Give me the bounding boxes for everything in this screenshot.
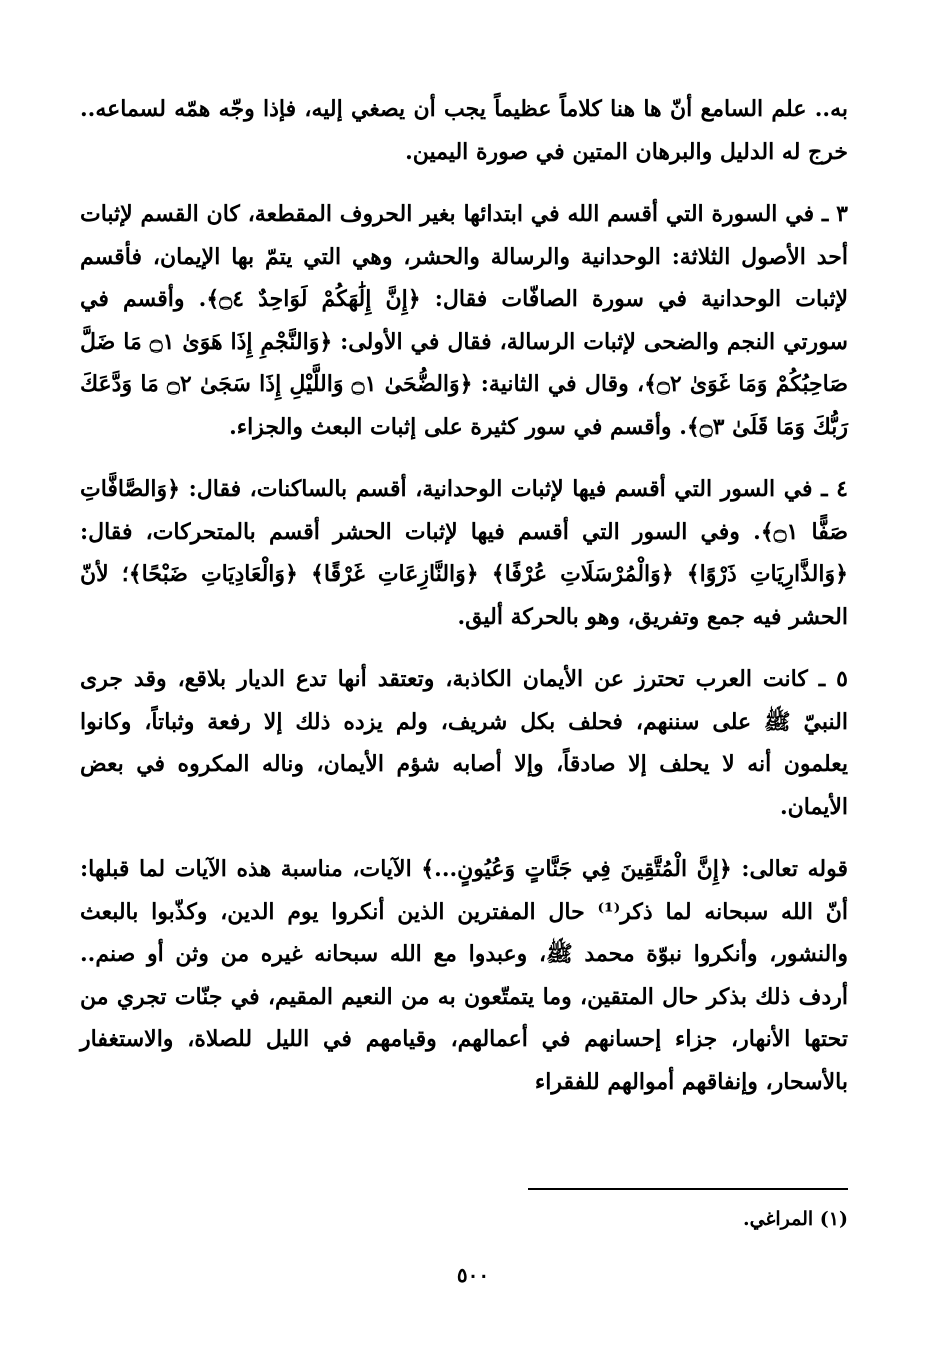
paragraph-verse-commentary: قوله تعالى: ﴿إِنَّ الْمُتَّقِينَ فِي جَنَّاتٍ وَعُيُونٍ...﴾ الآيات، مناسبة هذه الآيات لما قبلها: أنّ الله سبحانه لما ذكر⁽¹⁾ حال المفترين الذين أنكروا يوم الدين، وكذّبوا بالبعث والنشور، وأنكروا نبوّة محمد ﷺ، وعبدوا مع الله سبحانه غيره من وثن أو صنم.. أردف ذلك بذكر حال المتقين، وما يتمتّعون به من النعيم المقيم، في جنّات تجري من تحتها الأنهار، جزاء إحسانهم في أعمالهم، وقيامهم في الليل للصلاة، والاستغفار بالأسحار، وإنفاقهم أموالهم للفقراء [80,856,848,1095]
page-body [80,88,848,1123]
footnote: (١) المراغي. [742,1208,848,1230]
paragraph-point-3: ٣ ـ في السورة التي أقسم الله في ابتدائها بغير الحروف المقطعة، كان القسم لإثبات أحد الأصول الثلاثة: الوحدانية والرسالة والحشر، وهي التي يتمّ بها الإيمان، فأقسم لإثبات الوحدانية في سورة الصافّات فقال: ﴿إِنَّ إِلَٰهَكُمْ لَوَاحِدٌ ۝٤﴾. وأقسم في سورتي النجم والضحى لإثبات الرسالة، فقال في الأولى: ﴿وَالنَّجْمِ إِذَا هَوَىٰ ۝١ مَا ضَلَّ صَاحِبُكُمْ وَمَا غَوَىٰ ۝٢﴾، وقال في الثانية: ﴿وَالضُّحَىٰ ۝١ وَاللَّيْلِ إِذَا سَجَىٰ ۝٢ مَا وَدَّعَكَ رَبُّكَ وَمَا قَلَىٰ ۝٣﴾. وأقسم في سور كثيرة على إثبات البعث والجزاء. [80,201,848,440]
paragraph-point-5: ٥ ـ كانت العرب تحترز عن الأيمان الكاذبة، وتعتقد أنها تدع الديار بلاقع، وقد جرى النبيّ ﷺ على سننهم، فحلف بكل شريف، ولم يزده ذلك إلا رفعة وثباتاً، وكانوا يعلمون أنه لا يحلف إلا صادقاً، وإلا أصابه شؤم الأيمان، وناله المكروه في بعض الأيمان. [80,666,848,820]
footnote-divider [528,1188,848,1190]
page-number: ٥٠٠ [456,1263,490,1287]
paragraph-intro: به.. علم السامع أنّ ها هنا كلاماً عظيماً يجب أن يصغي إليه، فإذا وجّه همّه لسماعه.. خرج له الدليل والبرهان المتين في صورة اليمين. [80,96,848,165]
paragraph-point-4: ٤ ـ في السور التي أقسم فيها لإثبات الوحدانية، أقسم بالساكنات، فقال: ﴿وَالصَّافَّاتِ صَفًّا ۝١﴾. وفي السور التي أقسم فيها لإثبات الحشر أقسم بالمتحركات، فقال: ﴿وَالذَّارِيَاتِ ذَرْوًا﴾ ﴿وَالْمُرْسَلَاتِ عُرْفًا﴾ ﴿وَالنَّازِعَاتِ غَرْقًا﴾ ﴿وَالْعَادِيَاتِ ضَبْحًا﴾؛ لأنّ الحشر فيه جمع وتفريق، وهو بالحركة أليق. [80,476,848,630]
